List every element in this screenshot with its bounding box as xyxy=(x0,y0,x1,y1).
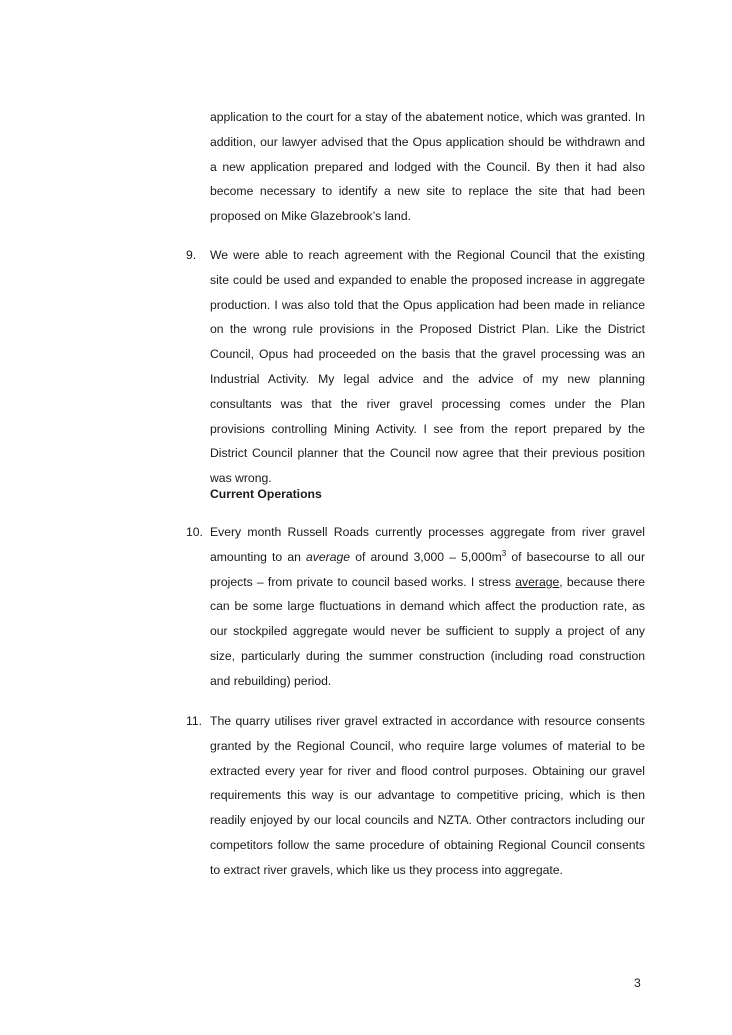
continuation-text: application to the court for a stay of the abatement notice, which was granted. In addition, our lawyer advised that the Opus application should be withdrawn and a new application prepared and lodged with the Council. By then it had also become necessary to identify a new site to replace the site that had been proposed on Mike Glazebrook’s land. xyxy=(210,110,645,224)
page-number: 3 xyxy=(634,976,641,990)
continuation-paragraph xyxy=(210,105,645,229)
paragraph-number: 11. xyxy=(186,714,203,728)
paragraph-text-part: of basecourse to all our projects – from private to council based works. I stress xyxy=(210,549,646,589)
superscript-cubed: 3 xyxy=(501,548,507,558)
paragraph-9 xyxy=(186,243,645,491)
underlined-average: average xyxy=(515,574,560,589)
paragraph-text-part: , because there can be some large fluctuations in demand which affect the production rate, as our stockpiled aggregate would never be sufficient to supply a project of any size, particularly during the summer construction (including road construction and rebuilding) period. xyxy=(210,574,646,688)
paragraph-11 xyxy=(186,709,645,883)
paragraph-text-part: of around 3,000 – 5,000m xyxy=(350,549,502,564)
paragraph-10 xyxy=(186,520,646,694)
paragraph-text: The quarry utilises river gravel extracted in accordance with resource consents granted by the Regional Council, who require large volumes of material to be extracted every year for river and flood control purposes. Obtaining our gravel requirements this way is our advantage to competitive pricing, which is then readily enjoyed by our local councils and NZTA. Other contractors including our competitors follow the same procedure of obtaining Regional Council consents to extract river gravels, which like us they process into aggregate. xyxy=(210,714,645,877)
paragraph-number: 9. xyxy=(186,248,197,262)
paragraph-number: 10. xyxy=(186,525,203,539)
emphasis-average: average xyxy=(306,549,351,564)
paragraph-text: We were able to reach agreement with the Regional Council that the existing site could be used and expanded to enable the proposed increase in aggregate production. I was also told that the Opus application had been made in reliance on the wrong rule provisions in the Proposed District Plan. Like the District Council, Opus had proceeded on the basis that the gravel processing was an Industrial Activity. My legal advice and the advice of my new planning consultants was that the river gravel processing comes under the Plan provisions controlling Mining Activity. I see from the report prepared by the District Council planner that the Council now agree that their previous position was wrong. xyxy=(210,248,645,486)
paragraph-text-part: Every month Russell Roads currently processes aggregate from river gravel amounting to an xyxy=(210,525,645,564)
section-heading: Current Operations xyxy=(210,487,322,501)
